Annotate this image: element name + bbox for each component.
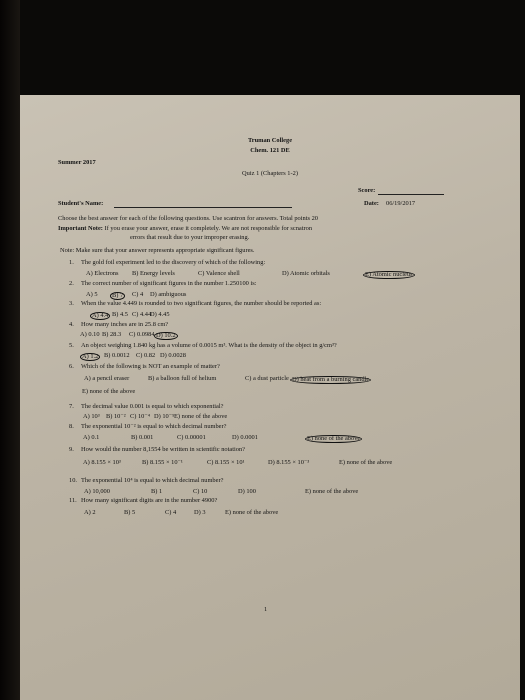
answer-option: D) 8.155 × 10⁻³ <box>268 459 310 466</box>
question-text: The decimal value 0.001 is equal to which exponential? <box>81 403 224 410</box>
score-label: Score: <box>358 187 376 194</box>
answer-option: C) 10⁻⁴ <box>130 413 150 420</box>
answer-option-circled: E) Atomic nucleus <box>365 271 413 278</box>
answer-option: A) 5 <box>86 291 98 298</box>
answer-option: A) a pencil eraser <box>84 375 130 382</box>
question-number: 7. <box>69 403 74 410</box>
answer-option: B) Energy levels <box>132 270 175 277</box>
answer-option-circled: A) 4.4 <box>92 312 109 319</box>
answer-option: D) 100 <box>238 488 256 495</box>
answer-option: C) Valence shell <box>198 270 240 277</box>
answer-option: B) 8.155 × 10⁻¹ <box>142 459 183 466</box>
quiz-paper <box>20 95 520 700</box>
answer-option: D) Atomic orbitals <box>282 270 330 277</box>
answer-option-circled: D) 10.2 <box>156 332 176 339</box>
student-name-line <box>114 207 292 208</box>
answer-option: B) 0.0012 <box>104 352 130 359</box>
answer-option: D) 0.0028 <box>160 352 186 359</box>
instructions-line3: errors that result due to your improper erasing. <box>130 234 250 241</box>
question-number: 5. <box>69 342 74 349</box>
date-label: Date: <box>364 200 379 207</box>
answer-option: B) 28.3 <box>102 331 122 338</box>
answer-option-circled: D) heat from a burning candle <box>292 376 370 383</box>
photo-background <box>0 0 20 700</box>
answer-option: D) ambiguous <box>150 291 187 298</box>
answer-option: C) 8.155 × 10¹ <box>207 459 245 466</box>
question-number: 2. <box>69 280 74 287</box>
student-name-label: Student's Name: <box>58 200 104 207</box>
question-text: An object weighing 1.840 kg has a volume of 0.0015 m³. What is the density of the object in g/cm³? <box>81 342 337 349</box>
question-text: The exponential 10⁻² is equal to which decimal number? <box>81 423 227 430</box>
answer-option: B) 1 <box>151 488 163 495</box>
instructions-line2 <box>58 226 312 232</box>
answer-option: A) 0.1 <box>83 434 100 441</box>
question-text: When the value 4.449 is rounded to two significant figures, the number should be reported as: <box>81 300 322 307</box>
answer-option: C) a dust particle <box>245 375 289 382</box>
question-text: How would the number 8,1554 be written in scientific notation? <box>81 446 245 453</box>
answer-option: A) Electrons <box>86 270 119 277</box>
answer-option: A) 10,000 <box>84 488 110 495</box>
answer-option: A) 8.155 × 10³ <box>83 459 121 466</box>
answer-option: D) 10⁻⁵ <box>154 413 175 420</box>
sig-fig-note: Note: Make sure that your answer represents appropriate significant figures. <box>60 247 255 254</box>
date-value: 06/19/2017 <box>386 200 416 207</box>
answer-option: E) none of the above <box>174 413 228 420</box>
question-text: The exponential 10⁴ is equal to which decimal number? <box>81 477 224 484</box>
answer-option: D) 3 <box>194 509 206 516</box>
answer-option: C) 0.0984 <box>129 331 155 338</box>
answer-option: C) 10 <box>193 488 208 495</box>
question-number: 10. <box>69 477 77 484</box>
answer-option: B) 0.001 <box>131 434 154 441</box>
answer-option: E) none of the above <box>305 488 359 495</box>
instructions-line1: Choose the best answer for each of the following questions. Use scantron for answers. Total points 20 <box>58 215 318 222</box>
question-number: 4. <box>69 321 74 328</box>
answer-option: E) none of the above <box>82 388 136 395</box>
answer-option: A) 10³ <box>83 413 100 420</box>
answer-option: B) a balloon full of helium <box>148 375 217 382</box>
important-text: If you erase your answer, erase it completely. We are not responsible for scnatron <box>102 225 313 232</box>
answer-option: C) 4 <box>132 291 144 298</box>
college-name: Truman College <box>247 137 293 144</box>
answer-option: B) 10⁻² <box>106 413 126 420</box>
answer-option: B) 4.5 <box>112 311 128 318</box>
answer-option: C) 4.44 <box>132 311 152 318</box>
question-text: How many significant digits are in the number 4900? <box>81 497 218 504</box>
score-line <box>378 194 444 195</box>
quiz-title: Quiz 1 (Chapters 1-2) <box>242 170 298 177</box>
course-title: Chem. 121 DE <box>250 147 290 154</box>
answer-option: C) 0.82 <box>136 352 156 359</box>
question-text: How many inches are in 25.8 cm? <box>81 321 169 328</box>
answer-option-circled: A) 1.2 <box>82 353 99 360</box>
question-number: 6. <box>69 363 74 370</box>
answer-option: E) none of the above <box>339 459 393 466</box>
answer-option: B) 5 <box>124 509 136 516</box>
question-number: 11. <box>69 497 77 504</box>
question-number: 1. <box>69 259 74 266</box>
question-number: 3. <box>69 300 74 307</box>
answer-option: C) 4 <box>165 509 177 516</box>
page-number: 1 <box>264 606 268 613</box>
answer-option: A) 2 <box>84 509 96 516</box>
answer-option: D) 4.45 <box>150 311 170 318</box>
answer-option-circled: B) 7 <box>112 292 124 299</box>
question-text: The correct number of significant figures in the number 1.250100 is: <box>81 280 257 287</box>
answer-option: D) 0.0001 <box>232 434 258 441</box>
question-text: Which of the following is NOT an example of matter? <box>81 363 220 370</box>
question-number: 8. <box>69 423 74 430</box>
question-text: The gold foil experiment led to the discovery of which of the following: <box>81 259 266 266</box>
answer-option-circled: E) none of the above <box>307 435 361 442</box>
question-number: 9. <box>69 446 74 453</box>
answer-option: A) 0.10 <box>80 331 100 338</box>
answer-option: C) 0.00001 <box>177 434 206 441</box>
important-label: Important Note: <box>58 225 103 232</box>
answer-option: E) none of the above <box>225 509 279 516</box>
term: Summer 2017 <box>58 159 96 166</box>
